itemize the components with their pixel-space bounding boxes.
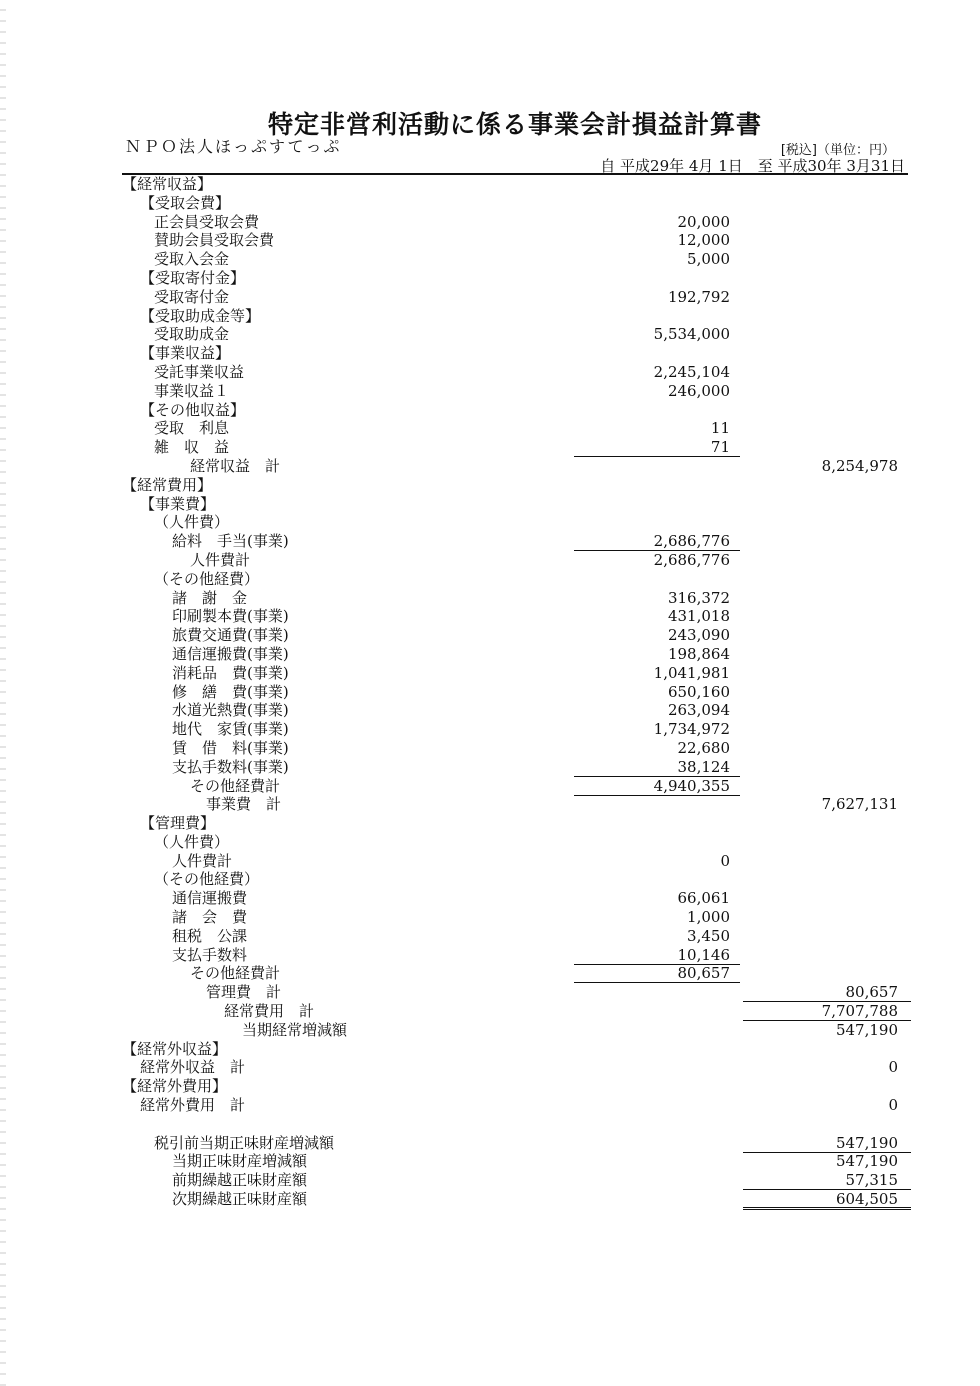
total-amount: 7,627,131 xyxy=(821,795,898,814)
statement-row xyxy=(0,814,980,833)
detail-amount: 1,734,972 xyxy=(653,720,730,739)
detail-amount: 243,090 xyxy=(667,626,730,645)
detail-amount: 3,450 xyxy=(687,926,730,945)
statement-row xyxy=(0,1058,980,1077)
row-label: 管理費 計 xyxy=(206,983,282,1002)
detail-amount: 20,000 xyxy=(677,212,730,231)
statement-row xyxy=(0,927,980,946)
statement-row xyxy=(0,307,980,326)
row-label: 当期経常増減額 xyxy=(242,1020,348,1039)
statement-row xyxy=(0,1021,980,1040)
statement-row xyxy=(0,344,980,363)
total-amount: 547,190 xyxy=(835,1152,898,1171)
detail-amount: 1,041,981 xyxy=(653,663,730,682)
statement-row xyxy=(0,664,980,683)
row-label: 賛助会員受取会費 xyxy=(154,231,275,250)
row-label: 【受取寄付金】 xyxy=(140,268,246,287)
statement-row xyxy=(0,419,980,438)
statement-row xyxy=(0,532,980,551)
statement-row xyxy=(0,213,980,232)
row-label: 人件費計 xyxy=(172,851,233,870)
row-label: 【管理費】 xyxy=(140,814,216,833)
row-label: 【事業収益】 xyxy=(140,344,231,363)
organization-name: ＮＰＯ法人ほっぷすてっぷ xyxy=(125,137,342,156)
statement-row xyxy=(0,1171,980,1190)
statement-row xyxy=(0,870,980,889)
final-double-rule xyxy=(743,1207,911,1210)
fiscal-period: 自 平成29年 4月 1日 至 平成30年 3月31日 xyxy=(600,157,905,175)
row-label: （人件費） xyxy=(154,832,230,851)
statement-row xyxy=(0,833,980,852)
statement-row xyxy=(0,908,980,927)
row-label: 消耗品 費(事業) xyxy=(172,663,289,682)
unit-note: [税込]（単位：円） xyxy=(780,143,895,158)
total-amount: 547,190 xyxy=(835,1020,898,1039)
detail-amount: 2,686,776 xyxy=(653,532,730,551)
row-label: （その他経費） xyxy=(154,569,260,588)
statement-row xyxy=(0,495,980,514)
row-label: 諸 会 費 xyxy=(172,908,248,927)
statement-row xyxy=(0,438,980,457)
row-label: 印刷製本費(事業) xyxy=(172,607,289,626)
total-amount: 547,190 xyxy=(835,1133,898,1152)
detail-amount: 198,864 xyxy=(667,644,730,663)
row-label: （その他経費） xyxy=(154,870,260,889)
row-label: 経常外収益 計 xyxy=(140,1058,246,1077)
statement-row xyxy=(0,607,980,626)
row-label: 支払手数料 xyxy=(172,945,248,964)
detail-amount: 2,686,776 xyxy=(653,550,730,569)
row-label: 受取寄付金 xyxy=(154,287,230,306)
row-label: 【受取会費】 xyxy=(140,193,231,212)
row-label: （人件費） xyxy=(154,513,230,532)
detail-amount: 2,245,104 xyxy=(653,362,730,381)
row-label: 給料 手当(事業) xyxy=(172,532,289,551)
statement-row xyxy=(0,795,980,814)
row-label: 経常外費用 計 xyxy=(140,1096,246,1115)
detail-amount: 66,061 xyxy=(677,889,730,908)
row-label: 賃 借 料(事業) xyxy=(172,738,289,757)
statement-row xyxy=(0,645,980,664)
total-amount: 604,505 xyxy=(835,1190,898,1209)
statement-row xyxy=(0,551,980,570)
total-amount: 80,657 xyxy=(845,983,898,1002)
detail-amount: 5,534,000 xyxy=(653,325,730,344)
statement-row xyxy=(0,513,980,532)
row-label: 次期繰越正味財産額 xyxy=(172,1190,308,1209)
statement-row xyxy=(0,1190,980,1209)
row-label: 修 繕 費(事業) xyxy=(172,682,289,701)
total-amount: 7,707,788 xyxy=(821,1002,898,1021)
row-label: 人件費計 xyxy=(190,550,251,569)
statement-row xyxy=(0,382,980,401)
row-label: 通信運搬費(事業) xyxy=(172,644,289,663)
row-label: 経常収益 計 xyxy=(190,456,281,475)
statement-row xyxy=(0,889,980,908)
row-label: 旅費交通費(事業) xyxy=(172,626,289,645)
statement-row xyxy=(0,720,980,739)
statement-spacer-row xyxy=(0,1115,980,1134)
detail-amount: 1,000 xyxy=(687,908,730,927)
statement-row xyxy=(0,589,980,608)
statement-row xyxy=(0,1096,980,1115)
statement-row xyxy=(0,1134,980,1153)
row-label: 支払手数料(事業) xyxy=(172,757,289,776)
detail-amount: 12,000 xyxy=(677,231,730,250)
statement-row xyxy=(0,325,980,344)
statement-row xyxy=(0,739,980,758)
row-label: 租税 公課 xyxy=(172,926,248,945)
detail-amount: 4,940,355 xyxy=(653,776,730,795)
statement-row xyxy=(0,269,980,288)
statement-row xyxy=(0,288,980,307)
row-label: 当期正味財産増減額 xyxy=(172,1152,308,1171)
row-label: 【事業費】 xyxy=(140,494,216,513)
detail-amount: 246,000 xyxy=(667,381,730,400)
statement-row xyxy=(0,457,980,476)
row-label: 事業費 計 xyxy=(206,795,282,814)
total-amount: 0 xyxy=(888,1058,898,1077)
income-statement-table xyxy=(0,175,980,1209)
statement-row xyxy=(0,683,980,702)
detail-amount: 263,094 xyxy=(667,701,730,720)
statement-row xyxy=(0,852,980,871)
statement-row xyxy=(0,250,980,269)
statement-row xyxy=(0,946,980,965)
row-label: その他経費計 xyxy=(190,776,281,795)
row-label: その他経費計 xyxy=(190,964,281,983)
statement-row xyxy=(0,175,980,194)
detail-amount: 431,018 xyxy=(667,607,730,626)
statement-row xyxy=(0,1077,980,1096)
detail-amount: 5,000 xyxy=(687,250,730,269)
statement-row xyxy=(0,701,980,720)
detail-amount: 10,146 xyxy=(677,945,730,964)
row-label: 受取助成金 xyxy=(154,325,230,344)
detail-amount: 0 xyxy=(720,851,730,870)
row-label: 水道光熱費(事業) xyxy=(172,701,289,720)
detail-amount: 11 xyxy=(710,419,730,438)
row-label: 諸 謝 金 xyxy=(172,588,248,607)
detail-amount: 80,657 xyxy=(677,964,730,983)
row-label: 雑 収 益 xyxy=(154,438,230,457)
row-label: 前期繰越正味財産額 xyxy=(172,1171,308,1190)
statement-row xyxy=(0,476,980,495)
detail-amount: 316,372 xyxy=(667,588,730,607)
statement-row xyxy=(0,626,980,645)
row-label: 【経常外費用】 xyxy=(122,1077,228,1096)
total-amount: 8,254,978 xyxy=(821,456,898,475)
statement-row xyxy=(0,983,980,1002)
row-label: 受取入会金 xyxy=(154,250,230,269)
detail-amount: 22,680 xyxy=(677,738,730,757)
statement-row xyxy=(0,1002,980,1021)
row-label: 【経常外収益】 xyxy=(122,1039,228,1058)
statement-row xyxy=(0,964,980,983)
total-amount: 57,315 xyxy=(845,1171,898,1190)
detail-amount: 650,160 xyxy=(667,682,730,701)
row-label: 受託事業収益 xyxy=(154,362,245,381)
statement-row xyxy=(0,231,980,250)
statement-row xyxy=(0,1152,980,1171)
row-label: 税引前当期正味財産増減額 xyxy=(154,1133,335,1152)
statement-row xyxy=(0,777,980,796)
statement-row xyxy=(0,194,980,213)
row-label: 事業収益１ xyxy=(154,381,230,400)
row-label: 通信運搬費 xyxy=(172,889,248,908)
row-label: 地代 家賃(事業) xyxy=(172,720,289,739)
detail-amount: 38,124 xyxy=(677,757,730,776)
statement-row xyxy=(0,570,980,589)
row-label: 【経常収益】 xyxy=(122,175,213,193)
detail-amount: 71 xyxy=(710,438,730,457)
total-amount: 0 xyxy=(888,1096,898,1115)
row-label: 受取 利息 xyxy=(154,419,230,438)
statement-row xyxy=(0,401,980,420)
row-label: 【受取助成金等】 xyxy=(140,306,261,325)
row-label: 【その他収益】 xyxy=(140,400,246,419)
page-title: 特定非営利活動に係る事業会計損益計算書 xyxy=(267,110,762,139)
statement-row xyxy=(0,363,980,382)
row-label: 経常費用 計 xyxy=(224,1002,315,1021)
detail-amount: 192,792 xyxy=(667,287,730,306)
statement-row xyxy=(0,1040,980,1059)
statement-row xyxy=(0,758,980,777)
row-label: 正会員受取会費 xyxy=(154,212,260,231)
row-label: 【経常費用】 xyxy=(122,475,213,494)
